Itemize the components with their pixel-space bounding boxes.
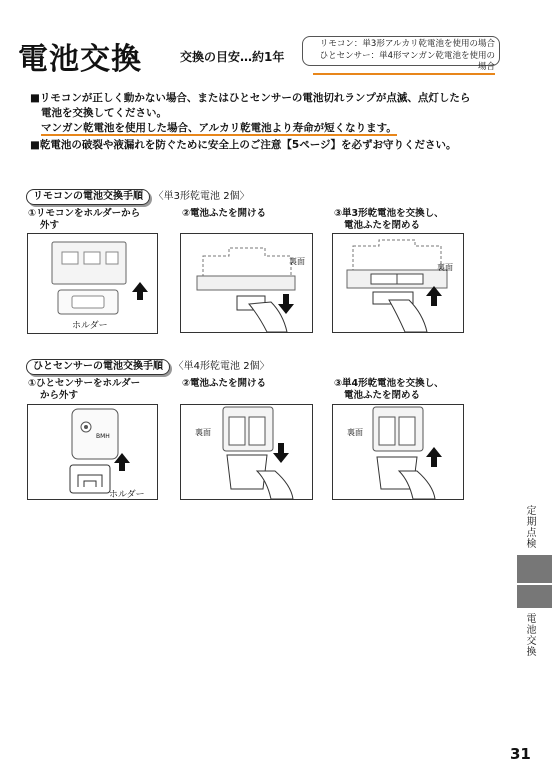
sensor-holder-drawing <box>28 405 158 500</box>
remote-step1-label <box>28 208 140 232</box>
sensor-device-label: BMH <box>96 433 110 440</box>
side-tab-maintenance: 定期点検 <box>524 505 535 549</box>
remote-step2-illustration <box>180 233 313 333</box>
sensor-step2-illustration <box>180 404 313 500</box>
sensor-step3-line1: ③単4形乾電池を交換し、 <box>334 378 444 389</box>
remote-open-cover-drawing <box>181 234 313 333</box>
remote-holder-label: ホルダー <box>72 321 108 331</box>
side-tab-divider <box>517 583 552 585</box>
sensor-step1-line2: から外す <box>40 390 79 401</box>
sensor-back-label-2: 裏面 <box>347 428 363 437</box>
remote-step1-line2: 外す <box>40 220 60 231</box>
remote-step3-line2: 電池ふたを閉める <box>344 220 421 231</box>
usage-note-box <box>302 36 500 72</box>
sensor-battery-type: 〈単4形乾電池 2個〉 <box>173 361 270 372</box>
usage-note-line2: ひとセンサー：単4形マンガン乾電池を使用の場合 <box>313 51 495 75</box>
remote-step3-illustration <box>332 233 464 333</box>
remote-heading-pill: リモコンの電池交換手順 <box>26 189 150 205</box>
sensor-step1-illustration <box>27 404 158 500</box>
sensor-step3-line2: 電池ふたを閉める <box>344 390 421 401</box>
remote-battery-type: 〈単3形乾電池 2個〉 <box>153 191 250 202</box>
remote-back-label: 裏面 <box>289 257 305 266</box>
usage-note-line1: リモコン：単3形アルカリ乾電池を使用の場合 <box>319 39 495 49</box>
page-number: 31 <box>510 745 531 763</box>
side-tab-battery: 電池交換 <box>524 613 535 657</box>
remote-step3-label <box>334 208 444 232</box>
sensor-open-cover-drawing <box>181 405 313 500</box>
remote-step1-illustration <box>27 233 158 334</box>
sensor-step1-label <box>28 378 140 402</box>
sensor-replace-battery-drawing <box>333 405 464 500</box>
sensor-back-label: 裏面 <box>195 428 211 437</box>
remote-back-label-2: 裏面 <box>437 263 453 272</box>
sensor-holder-label: ホルダー <box>109 490 145 500</box>
side-tab-marker <box>517 555 552 608</box>
intro-line2: 電池を交換してください。 <box>41 107 167 119</box>
sensor-step3-label <box>334 378 444 402</box>
sensor-step2-label: ②電池ふたを開ける <box>182 378 267 389</box>
remote-step3-line1: ③単3形乾電池を交換し、 <box>334 208 444 219</box>
intro-warning: マンガン乾電池を使用した場合、アルカリ乾電池より寿命が短くなります。 <box>41 122 397 134</box>
intro-text <box>30 91 510 153</box>
intro-safety-line: ■乾電池の破裂や液漏れを防ぐために安全上のご注意【5ページ】を必ずお守りください。 <box>30 139 457 151</box>
remote-step2-label: ②電池ふたを開ける <box>182 208 267 219</box>
intro-line1: ■リモコンが正しく動かない場合、またはひとセンサーの電池切れランプが点滅、点灯したら <box>30 92 471 104</box>
remote-replace-battery-drawing <box>333 234 464 333</box>
remote-step1-line1: ①リモコンをホルダーから <box>28 208 141 219</box>
sensor-step1-line1: ①ひとセンサーをホルダー <box>28 378 141 389</box>
page-subtitle: 交換の目安…約1年 <box>180 50 285 64</box>
sensor-step3-illustration <box>332 404 464 500</box>
sensor-section-heading <box>26 357 270 375</box>
remote-section-heading <box>26 187 250 205</box>
sensor-heading-pill: ひとセンサーの電池交換手順 <box>26 359 170 375</box>
page-title: 電池交換 <box>18 42 142 77</box>
